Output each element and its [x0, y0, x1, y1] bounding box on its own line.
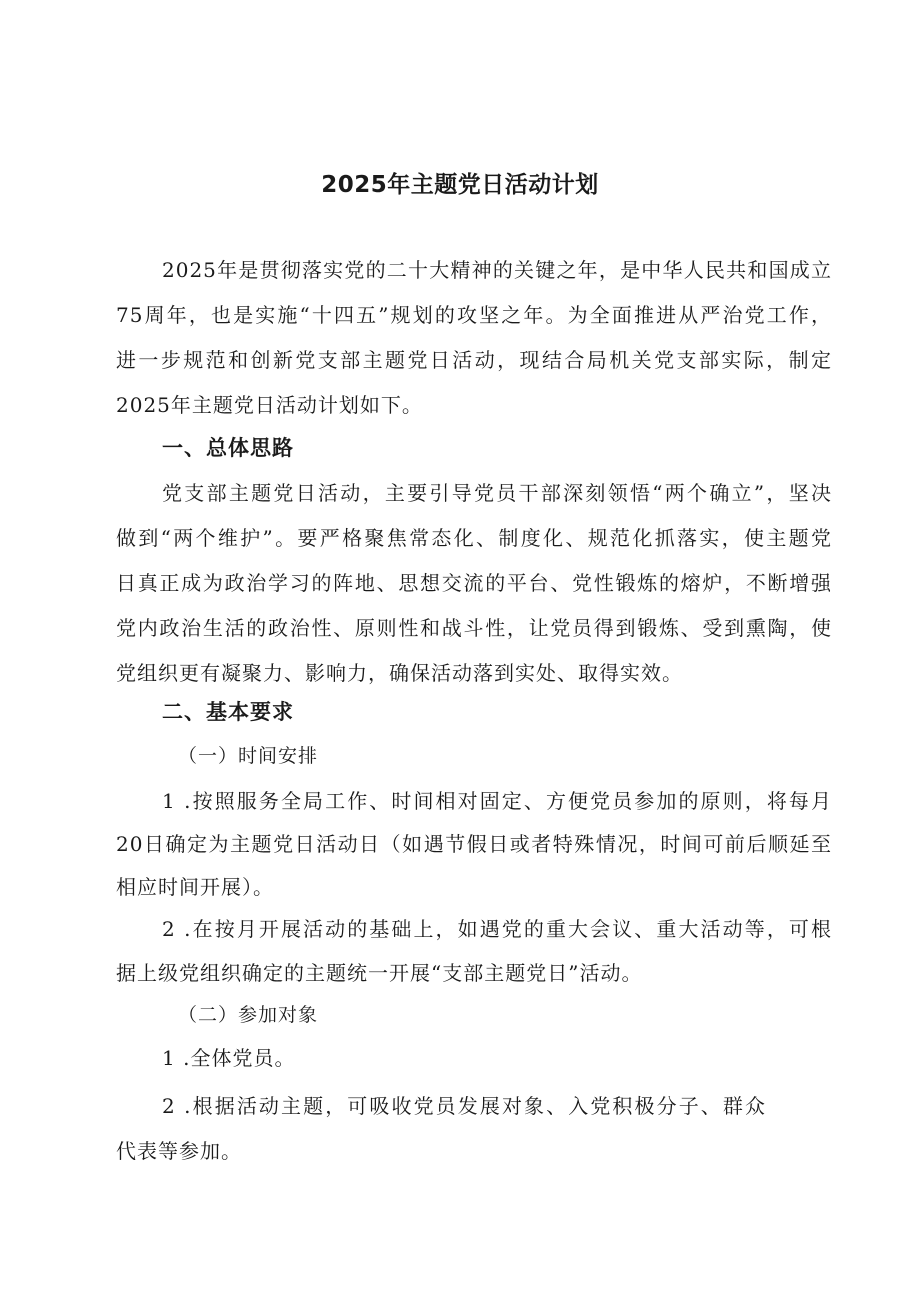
text-line: 相应时间开展）。 [116, 875, 274, 899]
text-line: 代表等参加。 [116, 1139, 242, 1163]
text-line: 20日确定为主题党日活动日（如遇节假日或者特殊情况，时间可前后顺延至 [116, 832, 832, 856]
text-line: 据上级党组织确定的主题统一开展“支部主题党日”活动。 [116, 961, 643, 985]
document-title: 2025年主题党日活动计划 [321, 172, 599, 198]
text-line: 党内政治生活的政治性、原则性和战斗性，让党员得到锻炼、受到熏陶，使 [116, 616, 832, 640]
text-line: 党组织更有凝聚力、影响力，确保活动落到实处、取得实效。 [116, 661, 683, 685]
subsection-heading: （二）参加对象 [178, 1004, 319, 1026]
text-line: 75周年，也是实施“十四五”规划的攻坚之年。为全面推进从严治党工作， [116, 303, 832, 327]
text-line: 党支部主题党日活动，主要引导党员干部深刻领悟“两个确立”，坚决 [162, 481, 832, 505]
text-line: 2025年是贯彻落实党的二十大精神的关键之年，是中华人民共和国成立 [162, 258, 832, 282]
text-line: 2025年主题党日活动计划如下。 [116, 393, 423, 417]
text-line: 1 .全体党员。 [162, 1046, 296, 1070]
section-heading: 二、基本要求 [162, 700, 294, 724]
text-line: 1 .按照服务全局工作、时间相对固定、方便党员参加的原则，将每月 [162, 789, 832, 813]
text-line: 进一步规范和创新党支部主题党日活动，现结合局机关党支部实际，制定 [116, 348, 832, 372]
section-heading: 一、总体思路 [162, 436, 294, 460]
subsection-heading: （一）时间安排 [178, 745, 319, 767]
text-line: 2 .在按月开展活动的基础上，如遇党的重大会议、重大活动等，可根 [162, 917, 832, 941]
text-line: 做到“两个维护”。要严格聚焦常态化、制度化、规范化抓落实，使主题党 [116, 526, 832, 550]
text-line: 2 .根据活动主题，可吸收党员发展对象、入党积极分子、群众 [162, 1094, 766, 1118]
text-line: 日真正成为政治学习的阵地、思想交流的平台、党性锻炼的熔炉，不断增强 [116, 571, 832, 595]
